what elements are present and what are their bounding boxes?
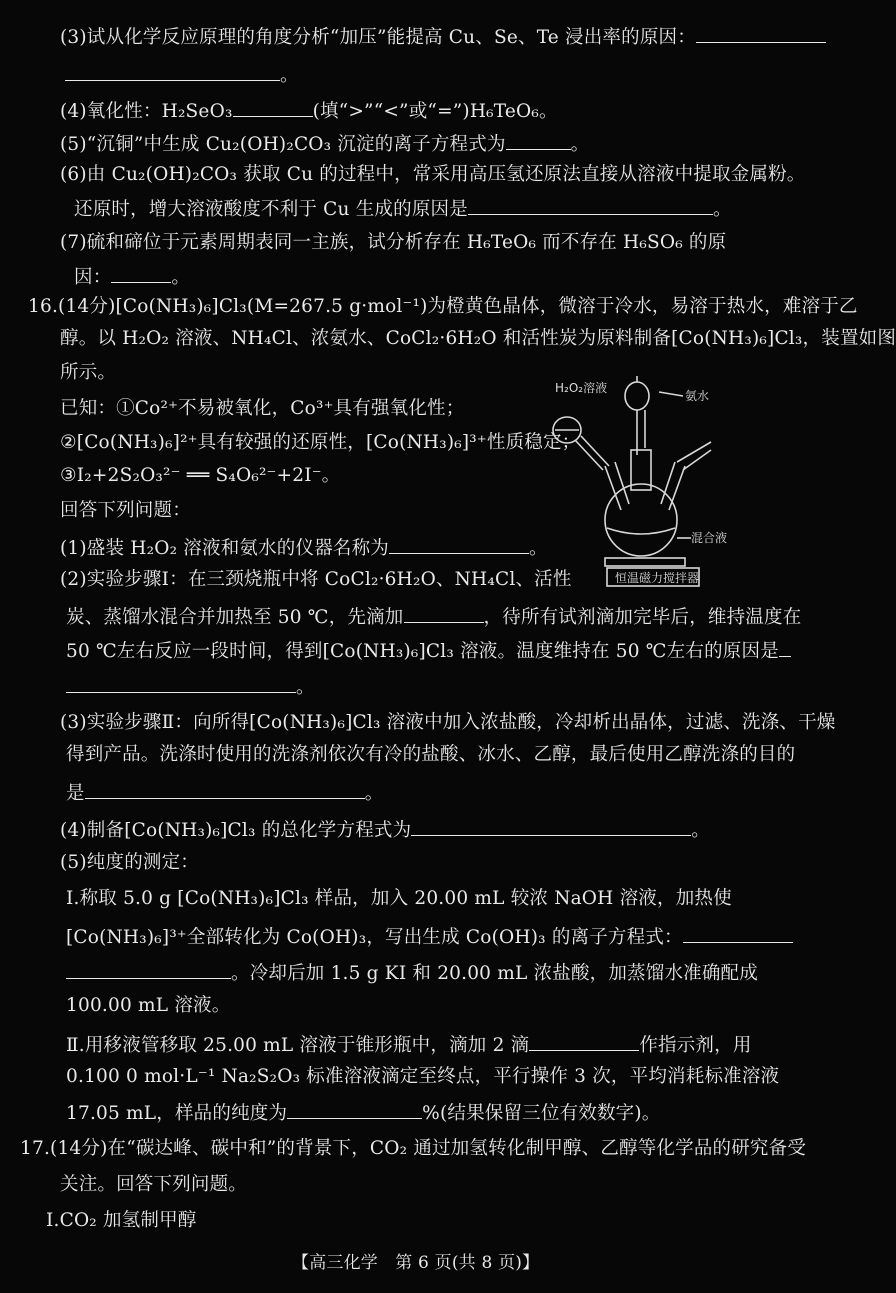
q16-5-1-cont2: 。冷却后加 1.5 g KI 和 20.00 mL 浓盐酸，加蒸馏水准确配成 (66, 958, 758, 987)
q16-4: (4)制备[Co(NH₃)₆]Cl₃ 的总化学方程式为 。 (60, 815, 710, 844)
q7-text: (7)硫和碲位于元素周期表同一主族，试分析存在 H₆TeO₆ 而不存在 H₆SO₆ 的原 (60, 232, 727, 253)
answer-blank[interactable] (779, 636, 791, 657)
answer-blank[interactable] (404, 602, 484, 623)
q16-5-2: Ⅱ.用移液管移取 25.00 mL 溶液于锥形瓶中，滴加 2 滴 作指示剂，用 (66, 1030, 752, 1059)
q16-3-end: 是 。 (66, 778, 383, 807)
answer-blank[interactable] (111, 262, 171, 283)
q16-5-2-end: 17.05 mL，样品的纯度为 %(结果保留三位有效数字)。 (66, 1098, 661, 1127)
label-h2o2: H₂O₂溶液 (555, 381, 608, 395)
q5-text: (5)“沉铜”中生成 Cu₂(OH)₂CO₃ 沉淀的离子方程式为 。 (60, 129, 589, 158)
answer-blank[interactable] (411, 815, 691, 836)
q16-intro: 16.(14分)[Co(NH₃)₆]Cl₃(M=267.5 g·mol⁻¹)为橙黄色晶体，微溶于冷水，易溶于热水，难溶于乙 (28, 296, 858, 317)
label-ammonia: 氨水 (685, 389, 710, 403)
answer-blank[interactable] (529, 1030, 639, 1051)
q17-section-1: Ⅰ.CO₂ 加氢制甲醇 (46, 1210, 197, 1231)
known-1: 已知：①Co²⁺不易被氧化，Co³⁺具有强氧化性； (60, 398, 465, 419)
page-footer: 【高三化学 第 6 页(共 8 页)】 (292, 1253, 540, 1273)
q16-2-cont: 炭、蒸馏水混合并加热至 50 ℃，先滴加 ，待所有试剂滴加完毕后，维持温度在 (66, 602, 801, 631)
q17-intro-cont: 关注。回答下列问题。 (60, 1174, 248, 1195)
q6-cont: 还原时，增大溶液酸度不利于 Cu 生成的原因是 。 (74, 194, 732, 223)
answer-blank[interactable] (683, 922, 793, 943)
answer-blank[interactable] (85, 778, 365, 799)
label-stirrer: 恒温磁力搅拌器 (615, 571, 700, 585)
q3-text: (3)试从化学反应原理的角度分析“加压”能提高 Cu、Se、Te 浸出率的原因： (60, 22, 826, 51)
label-mixture: 混合液 (691, 531, 728, 545)
answer-blank[interactable] (506, 129, 571, 150)
q16-2: (2)实验步骤Ⅰ：在三颈烧瓶中将 CoCl₂·6H₂O、NH₄Cl、活性 (60, 569, 572, 590)
answer-blank[interactable] (468, 194, 713, 215)
answer-blank[interactable] (389, 533, 529, 554)
q16-5-1-cont: [Co(NH₃)₆]³⁺全部转化为 Co(OH)₃，写出生成 Co(OH)₃ 的离子方程式： (66, 922, 793, 951)
known-3: ③I₂+2S₂O₃²⁻ ══ S₄O₆²⁻+2I⁻。 (60, 465, 341, 486)
answer-blank[interactable] (66, 958, 231, 979)
answer-blank[interactable] (66, 672, 296, 693)
q16-5-2-cont: 0.100 0 mol·L⁻¹ Na₂S₂O₃ 标准溶液滴定至终点，平行操作 3 次，平均消耗标准溶液 (66, 1066, 780, 1087)
q16-3-cont: 得到产品。洗涤时使用的洗涤剂依次有冷的盐酸、冰水、乙醇，最后使用乙醇洗涤的目的 (66, 744, 796, 765)
answer-blank[interactable] (233, 96, 313, 117)
q16-3: (3)实验步骤Ⅱ：向所得[Co(NH₃)₆]Cl₃ 溶液中加入浓盐酸，冷却析出晶体，过滤、洗涤、干燥 (60, 712, 836, 733)
q16-5-1: Ⅰ.称取 5.0 g [Co(NH₃)₆]Cl₃ 样品，加入 20.00 mL 较浓 NaOH 溶液，加热使 (66, 888, 732, 909)
three-neck-flask-apparatus (545, 370, 728, 590)
known-2: ②[Co(NH₃)₆]²⁺具有较强的还原性，[Co(NH₃)₆]³⁺性质稳定； (60, 432, 581, 453)
q16-1: (1)盛装 H₂O₂ 溶液和氨水的仪器名称为 。 (60, 533, 548, 562)
answer-blank[interactable] (65, 60, 280, 81)
q16-5-1-end: 100.00 mL 溶液。 (66, 995, 231, 1016)
q7-cont: 因： 。 (74, 262, 190, 291)
answer-prompt: 回答下列问题： (60, 500, 191, 521)
q4-text: (4)氧化性：H₂SeO₃ (填“>”“<”或“=”)H₆TeO₆。 (60, 96, 558, 125)
q16-5: (5)纯度的测定： (60, 852, 200, 873)
answer-blank[interactable] (287, 1098, 422, 1119)
q6-text: (6)由 Cu₂(OH)₂CO₃ 获取 Cu 的过程中，常采用高压氢还原法直接从溶液中提取金属粉。 (60, 164, 806, 185)
answer-blank[interactable] (696, 22, 826, 43)
q16-intro-cont: 醇。以 H₂O₂ 溶液、NH₄Cl、浓氨水、CoCl₂·6H₂O 和活性炭为原料制备[Co(NH₃)₆]Cl₃，装置如图 (60, 328, 896, 349)
three-neck-flask (605, 484, 677, 556)
q16-2-cont2: 50 ℃左右反应一段时间，得到[Co(NH₃)₆]Cl₃ 溶液。温度维持在 50 ℃左右的原因是 (66, 636, 791, 665)
q17-intro: 17.(14分)在“碳达峰、碳中和”的背景下，CO₂ 通过加氢转化制甲醇、乙醇等化学品的研究备受 (20, 1138, 807, 1159)
q16-2-end: 。 (66, 672, 315, 701)
q3-cont: 。 (65, 60, 299, 89)
dropping-funnel-ammonia (625, 382, 649, 410)
q16-intro-end: 所示。 (60, 362, 117, 383)
